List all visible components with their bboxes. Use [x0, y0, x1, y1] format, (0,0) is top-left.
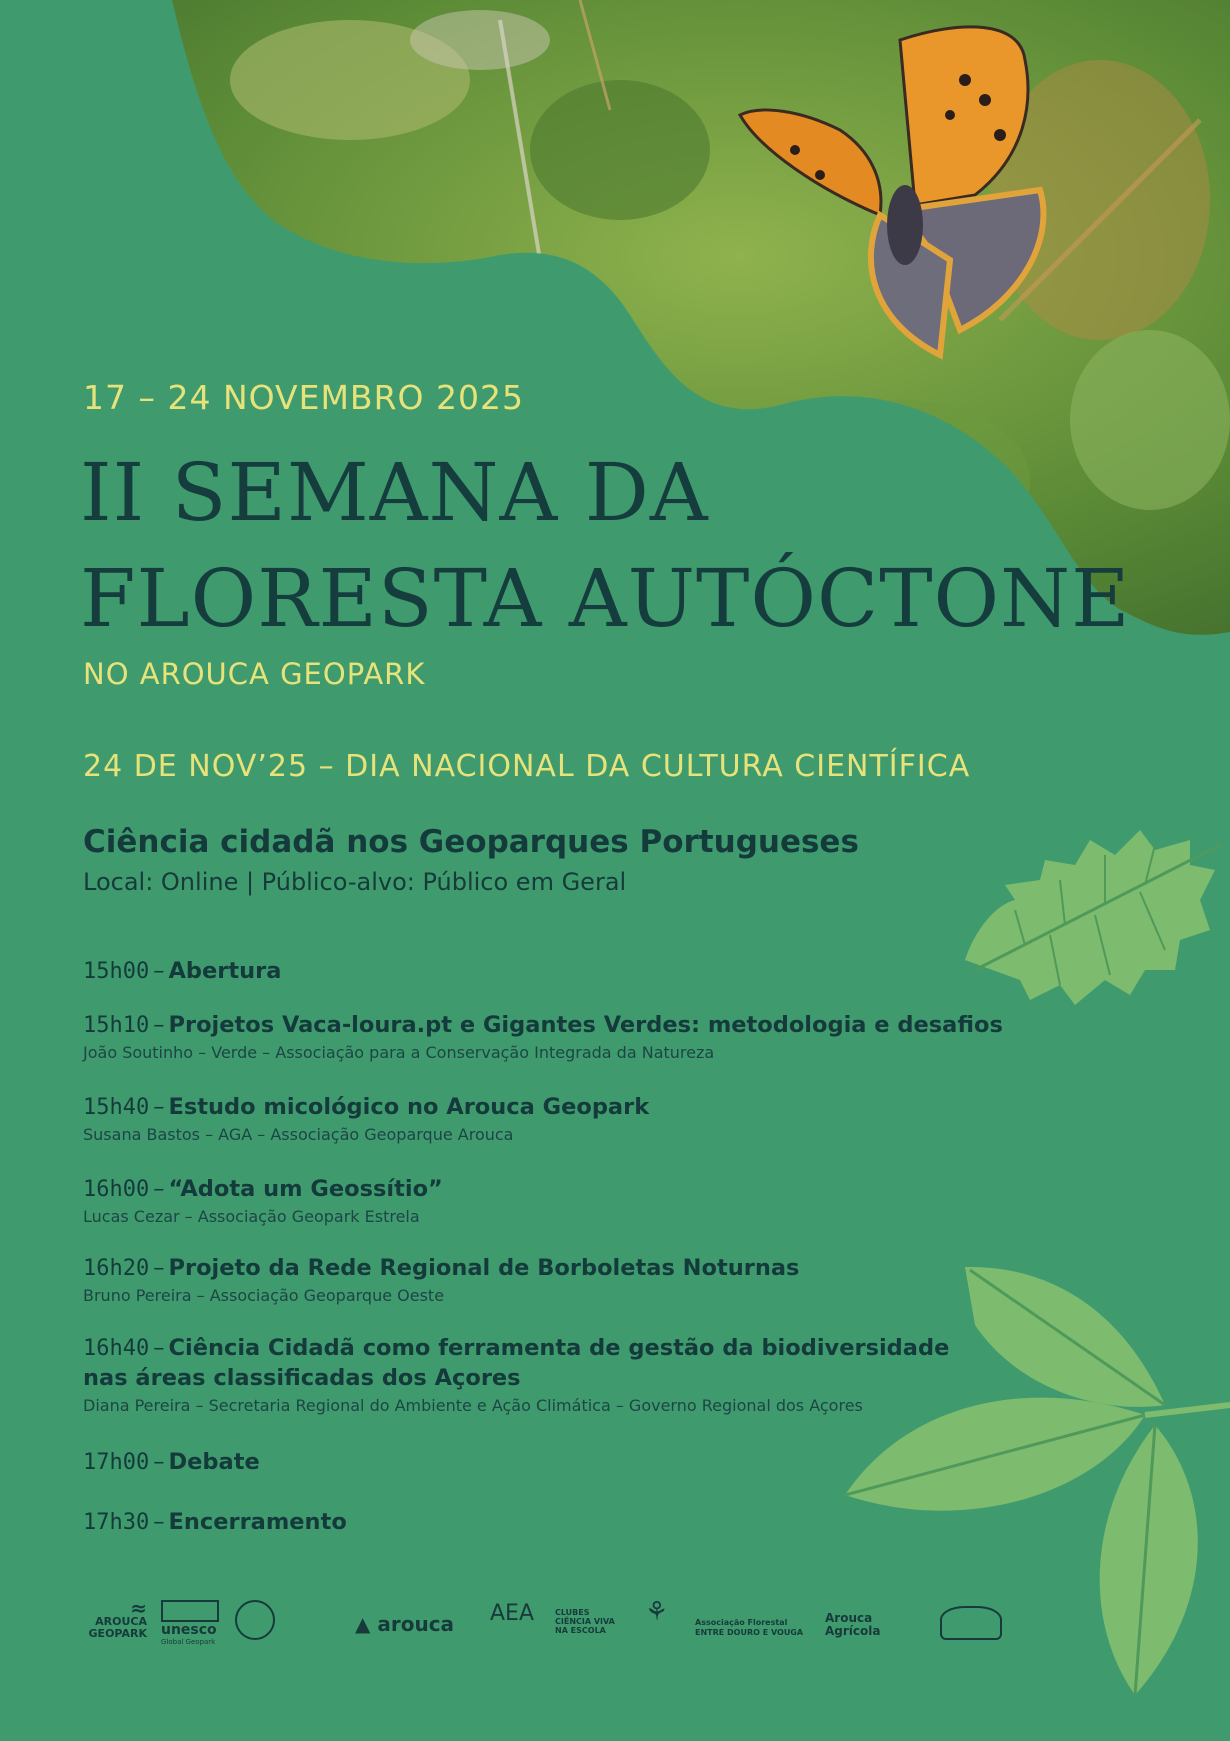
program-speaker: Susana Bastos – AGA – Associação Geoparque Arouca: [83, 1125, 514, 1144]
program-label: Abertura: [168, 958, 282, 984]
clubes-ciencia-viva-logo: CLUBES CIÊNCIA VIVA NA ESCOLA: [555, 1608, 615, 1635]
program-label: Debate: [168, 1449, 260, 1475]
program-item: 15h10 – Projetos Vaca-loura.pt e Gigantes Verdes: metodologia e desafios João Soutinho – Verde – Associação para a Conservação Integrada da Natureza: [83, 1012, 1003, 1062]
program-time: 15h40: [83, 1095, 150, 1120]
program-item: 16h20 – Projeto da Rede Regional de Borboletas Noturnas Bruno Pereira – Associação Geoparque Oeste: [83, 1255, 983, 1305]
program-label: Estudo micológico no Arouca Geopark: [168, 1094, 650, 1120]
program-speaker: Diana Pereira – Secretaria Regional do Ambiente e Ação Climática – Governo Regional dos Açores: [83, 1396, 863, 1415]
ministry-logo: [235, 1600, 335, 1640]
program-label: Projetos Vaca-loura.pt e Gigantes Verdes: metodologia e desafios: [168, 1012, 1003, 1038]
title-line-2: FLORESTA AUTÓCTONE: [80, 552, 1131, 645]
holly-leaf-icon: [955, 810, 1230, 1015]
event-meta: Local: Online | Público-alvo: Público em Geral: [83, 868, 627, 896]
program-time: 17h00: [83, 1450, 150, 1475]
page-title: [80, 440, 1131, 652]
title-line-1: II SEMANA DA: [80, 446, 709, 539]
program-label: Encerramento: [168, 1509, 347, 1535]
associacao-florestal-logo: Associação Florestal ENTRE DOURO E VOUGA: [695, 1618, 804, 1637]
program-item: 16h40 – Ciência Cidadã como ferramenta de gestão da biodiversidade nas áreas classificadas dos Açores Diana Pereira – Secretaria Regional do Ambiente e Ação Climática – Governo Regional dos Açores: [83, 1335, 983, 1415]
arouca-agricola-logo: Arouca Agrícola: [825, 1611, 881, 1638]
arouca-logo: ▲ arouca: [355, 1612, 455, 1636]
program-speaker: João Soutinho – Verde – Associação para a Conservação Integrada da Natureza: [83, 1043, 715, 1062]
circle-emblem-icon: [235, 1600, 275, 1640]
unesco-logo: unesco Global Geopark: [161, 1600, 221, 1648]
program-label: Projeto da Rede Regional de Borboletas Noturnas: [168, 1255, 800, 1281]
program-time: 16h40: [83, 1336, 150, 1361]
program-item: 16h00 – “Adota um Geossítio” Lucas Cezar – Associação Geopark Estrela: [83, 1176, 983, 1226]
aea-logo: AEA: [490, 1601, 534, 1626]
program-item: 17h30 – Encerramento: [83, 1509, 347, 1535]
program-label: “Adota um Geossítio”: [168, 1176, 443, 1202]
program-time: 16h00: [83, 1177, 150, 1202]
program-item: 15h40 – Estudo micológico no Arouca Geopark Susana Bastos – AGA – Associação Geoparque Arouca: [83, 1094, 983, 1144]
event-title: Ciência cidadã nos Geoparques Portugueses: [83, 824, 859, 860]
program-item: 15h00 – Abertura: [83, 958, 282, 984]
program-time: 16h20: [83, 1256, 150, 1281]
partner-logos: [85, 1596, 1005, 1656]
event-dates: 17 – 24 NOVEMBRO 2025: [83, 378, 524, 417]
tree-person-icon: ⚘: [645, 1597, 669, 1627]
program-speaker: Bruno Pereira – Associação Geoparque Oeste: [83, 1286, 445, 1305]
program-item: 17h00 – Debate: [83, 1449, 260, 1475]
national-day-heading: 24 DE NOV’25 – DIA NACIONAL DA CULTURA CIENTÍFICA: [83, 749, 971, 784]
program-label-continued: nas áreas classificadas dos Açores: [83, 1365, 521, 1391]
program-label: Ciência Cidadã como ferramenta de gestão da biodiversidade: [168, 1335, 950, 1361]
program-time: 15h10: [83, 1013, 150, 1038]
program-time: 17h30: [83, 1510, 150, 1535]
arouca-geopark-logo: ≈ AROUCA GEOPARK: [85, 1600, 147, 1640]
mountain-icon: ▲: [355, 1612, 371, 1636]
wave-icon: ≈: [130, 1596, 147, 1620]
program-time: 15h00: [83, 959, 150, 984]
subtitle: NO AROUCA GEOPARK: [83, 657, 426, 691]
tree-group-logo: [940, 1606, 1002, 1640]
program-speaker: Lucas Cezar – Associação Geopark Estrela: [83, 1207, 420, 1226]
